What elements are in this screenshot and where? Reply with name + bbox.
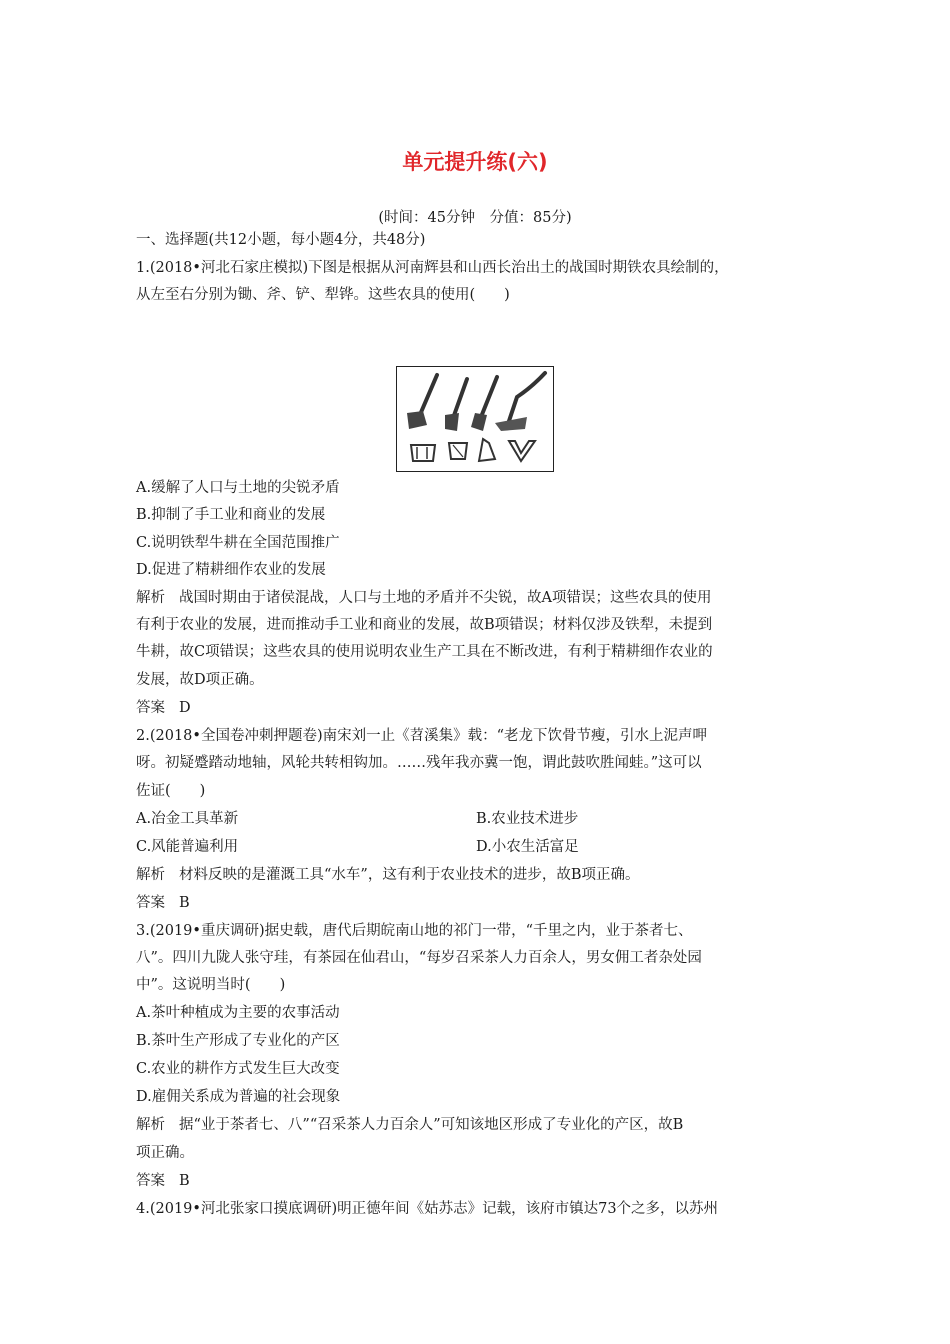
- page-title: 单元提升练(六): [402, 150, 548, 174]
- q3-option-a: A.茶叶种植成为主要的农事活动: [136, 1005, 340, 1021]
- q1-analysis-line1: [136, 588, 826, 608]
- q3-stem-line2: 八”。四川九陇人张守珪，有茶园在仙君山，“每岁召采茶人力百余人，男女佣工者杂处园: [136, 950, 702, 966]
- q3-answer-value: B: [179, 1173, 190, 1189]
- q2-option-d: D.小农生活富足: [476, 839, 579, 855]
- section-heading: 一、选择题(共12小题，每小题4分，共48分): [136, 232, 426, 248]
- plough-drawing: [495, 373, 545, 431]
- q1-option-c: C.说明铁犁牛耕在全国范围推广: [136, 535, 340, 551]
- q2-stem-line3: 佐证( ): [136, 783, 206, 799]
- q1-option-d: D.促进了精耕细作农业的发展: [136, 562, 326, 578]
- q3-option-c: C.农业的耕作方式发生巨大改变: [136, 1061, 340, 1077]
- q1-analysis-text1: 战国时期由于诸侯混战，人口与土地的矛盾并不尖锐，故A项错误；这些农具的使用: [179, 590, 712, 606]
- q3-analysis-text1: 据“业于茶者七、八”“召采茶人力百余人”可知该地区形成了专业化的产区，故B: [179, 1117, 684, 1133]
- axe-drawing: [445, 379, 467, 431]
- q3-answer-label: 答案: [136, 1173, 165, 1189]
- q1-answer: [136, 698, 826, 718]
- q4-stem-line1: 4.(2019•河北张家口摸底调研)明正德年间《姑苏志》记载，该府市镇达73个之多，以苏州: [136, 1201, 719, 1217]
- q2-analysis-line1: [136, 865, 826, 885]
- tool-heads: [411, 439, 535, 461]
- q3-option-d: D.雇佣关系成为普遍的社会现象: [136, 1089, 341, 1105]
- q2-analysis-text1: 材料反映的是灌溉工具“水车”，这有利于农业技术的进步，故B项正确。: [179, 867, 640, 883]
- q1-stem-line1: 1.(2018•河北石家庄模拟)下图是根据从河南辉县和山西长治出土的战国时期铁农具绘制的，: [136, 260, 729, 276]
- q1-analysis-label: 解析: [136, 590, 165, 606]
- exam-meta: (时间：45分钟 分值：85分): [378, 210, 572, 226]
- q1-option-a: A.缓解了人口与土地的尖锐矛盾: [136, 480, 340, 496]
- q2-answer: [136, 893, 826, 913]
- q2-stem-line2: 呀。初疑蹙踏动地轴，风轮共转相钩加。……残年我亦冀一饱，谓此鼓吹胜闻蛙。”这可以: [136, 755, 702, 771]
- q1-analysis-line2: 有利于农业的发展，进而推动手工业和商业的发展，故B项错误；材料仅涉及铁犁，未提到: [136, 617, 713, 633]
- q3-option-b: B.茶叶生产形成了专业化的产区: [136, 1033, 340, 1049]
- q1-analysis-line3: 牛耕，故C项错误；这些农具的使用说明农业生产工具在不断改进，有利于精耕细作农业的: [136, 644, 713, 660]
- q1-answer-value: D: [179, 700, 191, 716]
- q1-answer-label: 答案: [136, 700, 165, 716]
- q2-analysis-label: 解析: [136, 867, 165, 883]
- iron-tools-illustration: [397, 367, 552, 470]
- q1-stem-line2: 从左至右分别为锄、斧、铲、犁铧。这些农具的使用( ): [136, 287, 510, 303]
- q3-analysis-line1: [136, 1115, 826, 1135]
- q1-option-b: B.抑制了手工业和商业的发展: [136, 507, 326, 523]
- q3-answer: [136, 1171, 826, 1191]
- q3-analysis-line2: 项正确。: [136, 1145, 194, 1161]
- q1-analysis-line4: 发展，故D项正确。: [136, 672, 264, 688]
- q2-option-c: C.风能普遍利用: [136, 839, 239, 855]
- q2-stem-line1: 2.(2018•全国卷冲刺押题卷)南宋刘一止《苕溪集》载：“老龙下饮骨节瘦，引水上泥声呷: [136, 728, 708, 744]
- hoe-drawing: [407, 375, 437, 429]
- spade-drawing: [471, 377, 497, 431]
- iron-tools-figure: [396, 366, 554, 472]
- q2-option-a: A.冶金工具革新: [136, 811, 239, 827]
- q2-option-b: B.农业技术进步: [476, 811, 579, 827]
- q2-answer-value: B: [179, 895, 190, 911]
- q3-stem-line3: 中”。这说明当时( ): [136, 977, 286, 993]
- q3-analysis-label: 解析: [136, 1117, 165, 1133]
- q2-answer-label: 答案: [136, 895, 165, 911]
- q3-stem-line1: 3.(2019•重庆调研)据史载，唐代后期皖南山地的祁门一带，“千里之内，业于茶者七、: [136, 923, 693, 939]
